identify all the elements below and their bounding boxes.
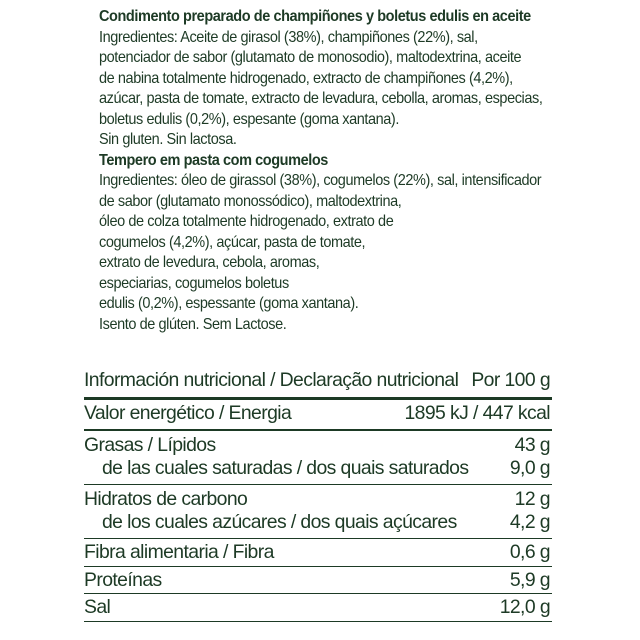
ingredients-es-line: boletus edulis (0,2%), espesante (goma xantana). bbox=[99, 110, 399, 128]
ingredients-es-line: potenciador de sabor (glutamato de monosodio), maltodextrina, aceite bbox=[99, 49, 522, 66]
ingredients-pt-line: óleo de colza totalmente hidrogenado, extrato de bbox=[99, 213, 394, 230]
fibre-value: 0,6 g bbox=[509, 541, 550, 563]
carbohydrate-label: Hidratos de carbono bbox=[84, 488, 248, 510]
ingredients-pt-line: cogumelos (4,2%), açúcar, pasta de tomate, bbox=[99, 233, 366, 251]
energy-label: Valor energético / Energia bbox=[84, 402, 292, 424]
fat-row bbox=[84, 431, 552, 485]
ingredients-title-es: Condimento preparado de champiñones y boletus edulis en aceite bbox=[99, 8, 531, 25]
ingredients-es-line: Ingredientes: Aceite de girasol (38%), champiñones (22%), sal, bbox=[99, 28, 478, 46]
ingredients-es-line: Sin gluten. Sin lactosa. bbox=[99, 131, 237, 148]
ingredients-es-line: de nabina totalmente hidrogenado, extracto de champiñones (4,2%), bbox=[99, 69, 513, 87]
sugars-value: 4,2 g bbox=[509, 511, 550, 533]
sugars-label: de los cuales azúcares / dos quais açúcares bbox=[102, 511, 457, 533]
fibre-label: Fibra alimentaria / Fibra bbox=[84, 541, 274, 563]
saturated-fat-label: de las cuales saturadas / dos quais saturados bbox=[102, 457, 469, 479]
energy-row bbox=[84, 400, 552, 431]
salt-value: 12,0 g bbox=[499, 596, 550, 618]
carbohydrate-row bbox=[84, 485, 552, 539]
fibre-row bbox=[84, 539, 552, 567]
carbohydrate-value: 12 g bbox=[514, 488, 550, 510]
saturated-fat-value: 9,0 g bbox=[509, 457, 550, 479]
ingredients-pt-line: de sabor (glutamato monossódico), maltodextrina, bbox=[99, 192, 402, 210]
ingredients-pt-line: Ingredientes: óleo de girassol (38%), cogumelos (22%), sal, intensificador bbox=[99, 172, 542, 189]
nutrition-table bbox=[84, 367, 552, 622]
nutrition-header-label: Información nutricional / Declaração nutricional bbox=[84, 369, 459, 391]
protein-row bbox=[84, 567, 552, 594]
protein-value: 5,9 g bbox=[509, 569, 550, 591]
ingredients-es-line: azúcar, pasta de tomate, extracto de levadura, cebolla, aromas, especias, bbox=[99, 90, 543, 107]
nutrition-header-row bbox=[84, 367, 552, 400]
protein-label: Proteínas bbox=[84, 569, 162, 591]
energy-value: 1895 kJ / 447 kcal bbox=[404, 402, 550, 424]
ingredients-pt-line: extrato de levedura, cebola, aromas, bbox=[99, 254, 320, 271]
ingredients-pt-line: Isento de glúten. Sem Lactose. bbox=[99, 315, 287, 333]
salt-row bbox=[84, 594, 552, 622]
ingredients-block bbox=[99, 7, 564, 335]
ingredients-title-pt: Tempero em pasta com cogumelos bbox=[99, 151, 328, 169]
fat-label: Grasas / Lípidos bbox=[84, 434, 216, 456]
ingredients-pt-line: especiarias, cogumelos boletus bbox=[99, 274, 289, 292]
fat-value: 43 g bbox=[514, 434, 550, 456]
nutrition-header-value: Por 100 g bbox=[471, 369, 550, 391]
salt-label: Sal bbox=[84, 596, 111, 618]
ingredients-pt-line: edulis (0,2%), espessante (goma xantana). bbox=[99, 295, 359, 312]
